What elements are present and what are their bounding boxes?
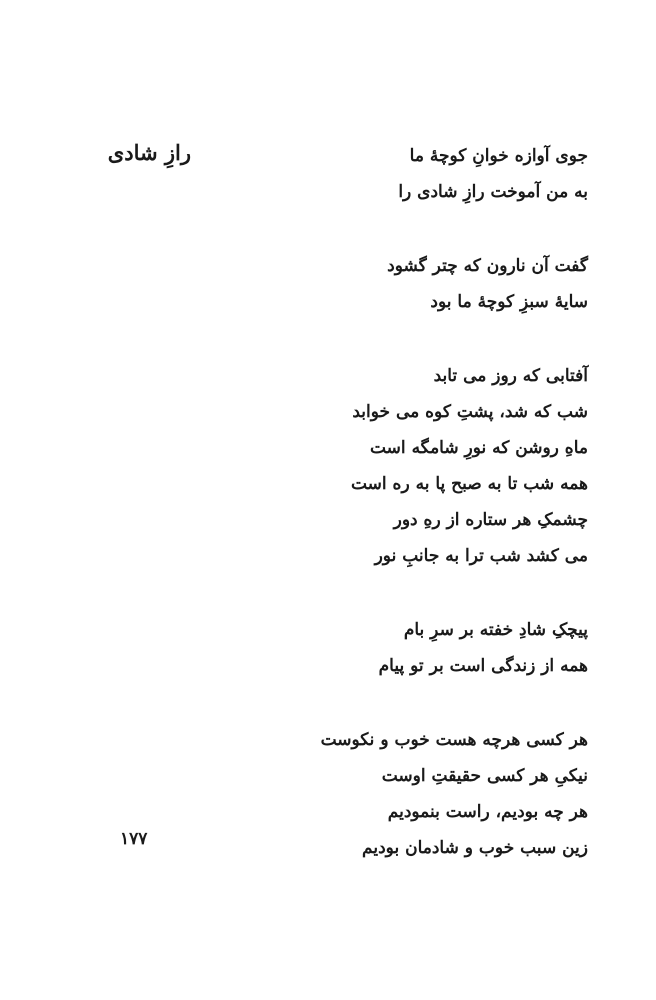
poem-line: هر کسی هرچه هست خوب و نکوست [320, 730, 588, 750]
poem-line: شب که شد، پشتِ کوه می خوابد [352, 402, 588, 422]
poem-line: سایهٔ سبزِ کوچهٔ ما بود [430, 292, 588, 312]
poem-line: هر چه بودیم، راست بنمودیم [387, 802, 588, 822]
poem-line: گفت آن نارون که چتر گشود [387, 256, 588, 276]
poem-line: آفتابی که روز می تابد [433, 366, 588, 386]
stanza-2 [288, 248, 588, 320]
poem-line: به من آموخت رازِ شادی را [398, 182, 588, 202]
poem-line: همه شب تا به صبح پا به ره است [350, 474, 588, 494]
poem-line: نیکیِ هر کسی حقیقتِ اوست [381, 766, 588, 786]
poem-line: پیچکِ شادِ خفته بر سرِ بام [403, 620, 588, 640]
stanza-5 [288, 722, 588, 866]
poem-body [288, 138, 588, 866]
poem-line: می کشد شب ترا به جانبِ نور [374, 546, 588, 566]
page-number: ۱۷۷ [120, 829, 148, 849]
stanza-4 [288, 612, 588, 684]
stanza-1 [288, 138, 588, 210]
poem-title: رازِ شادی [107, 140, 191, 165]
stanza-3 [288, 358, 588, 574]
poem-line: همه از زندگی است بر تو پیام [378, 656, 588, 676]
poem-line: ماهِ روشن که نورِ شامگه است [369, 438, 588, 458]
poem-line: جوی آوازه خوانِ کوچهٔ ما [409, 146, 588, 166]
poem-line: زین سبب خوب و شادمان بودیم [362, 838, 588, 858]
poem-line: چشمکِ هر ستاره از رهِ دور [393, 510, 588, 530]
